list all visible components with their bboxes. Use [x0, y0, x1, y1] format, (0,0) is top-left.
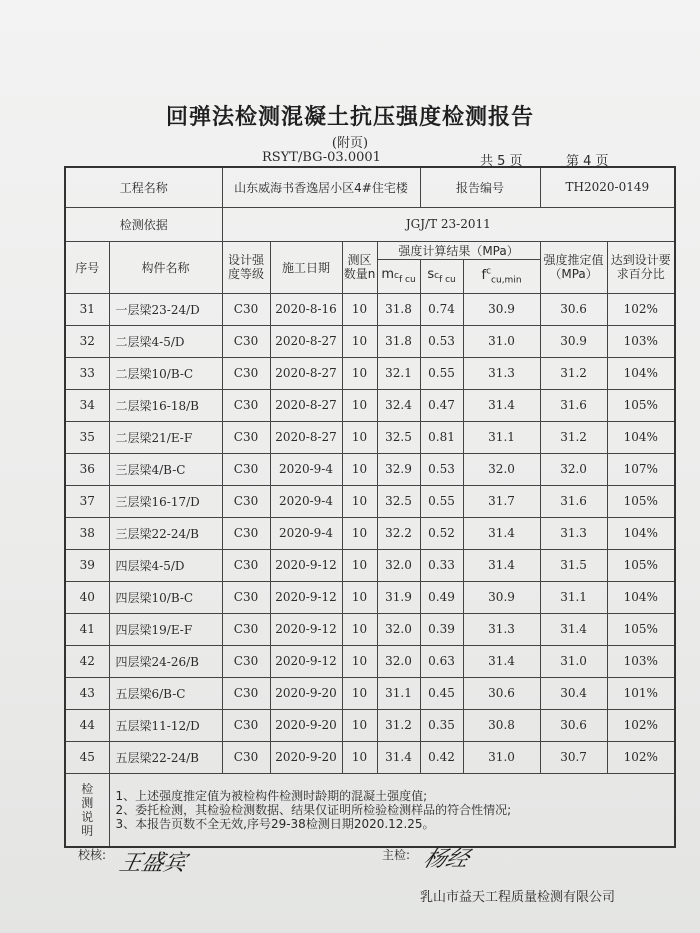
page-number: 第 4 页	[566, 154, 609, 169]
cell-name: 二层梁4-5/D	[109, 325, 222, 357]
cell-name: 二层梁21/E-F	[109, 421, 222, 453]
notes-label: 检测说明	[65, 773, 109, 847]
cell-date: 2020-9-20	[270, 709, 342, 741]
cell-percent: 105%	[607, 613, 675, 645]
cell-grade: C30	[222, 581, 270, 613]
cell-date: 2020-9-4	[270, 485, 342, 517]
col-date: 施工日期	[270, 241, 342, 293]
cell-date: 2020-9-4	[270, 453, 342, 485]
table-row	[65, 613, 675, 645]
basis-value: JGJ/T 23-2011	[222, 207, 675, 241]
cell-name: 二层梁16-18/B	[109, 389, 222, 421]
cell-zones: 10	[342, 741, 377, 773]
report-number-label: 报告编号	[420, 167, 540, 207]
col-mean: $m_{^cf cu}$	[377, 259, 420, 293]
basis-label: 检测依据	[65, 207, 222, 241]
cell-date: 2020-8-27	[270, 357, 342, 389]
cell-stddev: 0.53	[420, 325, 463, 357]
cell-stddev: 0.49	[420, 581, 463, 613]
cell-percent: 101%	[607, 677, 675, 709]
cell-min: 31.4	[463, 389, 540, 421]
cell-stddev: 0.74	[420, 293, 463, 325]
cell-zones: 10	[342, 613, 377, 645]
cell-seq: 37	[65, 485, 109, 517]
col-name: 构件名称	[109, 241, 222, 293]
cell-stddev: 0.53	[420, 453, 463, 485]
notes-content	[109, 773, 675, 847]
table-row	[65, 741, 675, 773]
cell-estimate: 31.6	[540, 485, 607, 517]
cell-estimate: 32.0	[540, 453, 607, 485]
cell-date: 2020-8-27	[270, 421, 342, 453]
cell-estimate: 31.5	[540, 549, 607, 581]
col-estimate: 强度推定值（MPa）	[540, 241, 607, 293]
cell-mean: 32.5	[377, 421, 420, 453]
cell-seq: 31	[65, 293, 109, 325]
cell-estimate: 30.6	[540, 293, 607, 325]
cell-zones: 10	[342, 453, 377, 485]
cell-zones: 10	[342, 581, 377, 613]
cell-percent: 107%	[607, 453, 675, 485]
cell-name: 四层梁10/B-C	[109, 581, 222, 613]
cell-estimate: 31.4	[540, 613, 607, 645]
cell-grade: C30	[222, 293, 270, 325]
cell-percent: 102%	[607, 741, 675, 773]
cell-percent: 105%	[607, 485, 675, 517]
cell-mean: 31.8	[377, 293, 420, 325]
cell-estimate: 30.9	[540, 325, 607, 357]
cell-zones: 10	[342, 485, 377, 517]
cell-seq: 33	[65, 357, 109, 389]
cell-zones: 10	[342, 421, 377, 453]
cell-grade: C30	[222, 677, 270, 709]
table-row	[65, 485, 675, 517]
cell-grade: C30	[222, 613, 270, 645]
cell-mean: 32.0	[377, 549, 420, 581]
cell-min: 31.1	[463, 421, 540, 453]
cell-seq: 45	[65, 741, 109, 773]
cell-name: 三层梁22-24/B	[109, 517, 222, 549]
cell-name: 二层梁10/B-C	[109, 357, 222, 389]
cell-name: 三层梁16-17/D	[109, 485, 222, 517]
table-row	[65, 581, 675, 613]
cell-estimate: 31.1	[540, 581, 607, 613]
report-subtitle: (附页)	[331, 136, 369, 151]
cell-min: 32.0	[463, 453, 540, 485]
cell-name: 三层梁4/B-C	[109, 453, 222, 485]
cell-mean: 32.0	[377, 645, 420, 677]
inspector-label: 主检:	[382, 848, 411, 862]
cell-min: 31.7	[463, 485, 540, 517]
inspector-signature: 杨经	[420, 847, 473, 872]
cell-grade: C30	[222, 453, 270, 485]
cell-min: 31.4	[463, 549, 540, 581]
cell-stddev: 0.33	[420, 549, 463, 581]
cell-zones: 10	[342, 389, 377, 421]
cell-percent: 104%	[607, 517, 675, 549]
cell-seq: 35	[65, 421, 109, 453]
cell-grade: C30	[222, 709, 270, 741]
cell-stddev: 0.55	[420, 357, 463, 389]
cell-grade: C30	[222, 389, 270, 421]
cell-mean: 31.8	[377, 325, 420, 357]
cell-name: 四层梁4-5/D	[109, 549, 222, 581]
table-row	[65, 549, 675, 581]
cell-min: 31.3	[463, 613, 540, 645]
checker-signature: 王盛宾	[116, 851, 189, 876]
cell-stddev: 0.42	[420, 741, 463, 773]
info-row-project	[65, 167, 675, 207]
cell-date: 2020-8-16	[270, 293, 342, 325]
cell-estimate: 30.7	[540, 741, 607, 773]
cell-seq: 44	[65, 709, 109, 741]
cell-grade: C30	[222, 549, 270, 581]
cell-min: 30.9	[463, 581, 540, 613]
cell-percent: 102%	[607, 709, 675, 741]
cell-stddev: 0.55	[420, 485, 463, 517]
cell-name: 一层梁23-24/D	[109, 293, 222, 325]
cell-date: 2020-9-12	[270, 549, 342, 581]
report-title: 回弹法检测混凝土抗压强度检测报告	[165, 105, 534, 130]
cell-name: 四层梁24-26/B	[109, 645, 222, 677]
cell-zones: 10	[342, 517, 377, 549]
cell-date: 2020-9-20	[270, 741, 342, 773]
cell-min: 31.0	[463, 741, 540, 773]
cell-percent: 103%	[607, 645, 675, 677]
cell-min: 30.9	[463, 293, 540, 325]
cell-percent: 105%	[607, 389, 675, 421]
cell-seq: 40	[65, 581, 109, 613]
cell-seq: 39	[65, 549, 109, 581]
table-row	[65, 709, 675, 741]
col-percent: 达到设计要求百分比	[607, 241, 675, 293]
cell-mean: 32.9	[377, 453, 420, 485]
cell-seq: 34	[65, 389, 109, 421]
document-code: RSYT/BG-03.0001	[262, 150, 381, 165]
report-number-value: TH2020-0149	[540, 167, 675, 207]
checker-label: 校核:	[78, 848, 107, 862]
cell-zones: 10	[342, 549, 377, 581]
cell-mean: 31.4	[377, 741, 420, 773]
cell-name: 四层梁19/E-F	[109, 613, 222, 645]
cell-mean: 32.1	[377, 357, 420, 389]
col-seq: 序号	[65, 241, 109, 293]
table-row	[65, 517, 675, 549]
note-line-2: 2、委托检测，其检验检测数据、结果仅证明所检验检测样品的符合性情况;	[115, 802, 512, 817]
cell-date: 2020-9-12	[270, 645, 342, 677]
cell-estimate: 30.6	[540, 709, 607, 741]
cell-mean: 32.2	[377, 517, 420, 549]
cell-percent: 105%	[607, 549, 675, 581]
note-line-3: 3、本报告页数不全无效,序号29-38检测日期2020.12.25。	[115, 816, 435, 831]
project-value: 山东威海书香逸居小区4#住宅楼	[222, 167, 420, 207]
cell-seq: 32	[65, 325, 109, 357]
table-row	[65, 645, 675, 677]
report-table	[64, 166, 676, 848]
cell-estimate: 31.6	[540, 389, 607, 421]
col-calc-group: 强度计算结果（MPa）	[377, 241, 540, 259]
cell-mean: 32.5	[377, 485, 420, 517]
col-grade: 设计强度等级	[222, 241, 270, 293]
cell-grade: C30	[222, 325, 270, 357]
table-row	[65, 421, 675, 453]
col-stddev: $s_{^cf cu}$	[420, 259, 463, 293]
cell-stddev: 0.47	[420, 389, 463, 421]
cell-zones: 10	[342, 325, 377, 357]
col-zones: 测区数量n	[342, 241, 377, 293]
table-row	[65, 677, 675, 709]
cell-mean: 31.1	[377, 677, 420, 709]
project-label: 工程名称	[65, 167, 222, 207]
note-line-1: 1、上述强度推定值为被检构件检测时龄期的混凝土强度值;	[115, 788, 428, 803]
total-pages: 共 5 页	[480, 154, 523, 169]
cell-percent: 104%	[607, 357, 675, 389]
cell-zones: 10	[342, 357, 377, 389]
cell-stddev: 0.35	[420, 709, 463, 741]
cell-mean: 31.9	[377, 581, 420, 613]
cell-seq: 38	[65, 517, 109, 549]
cell-grade: C30	[222, 517, 270, 549]
cell-min: 31.0	[463, 325, 540, 357]
table-row	[65, 293, 675, 325]
cell-zones: 10	[342, 677, 377, 709]
cell-percent: 104%	[607, 581, 675, 613]
cell-name: 五层梁6/B-C	[109, 677, 222, 709]
cell-date: 2020-8-27	[270, 389, 342, 421]
cell-seq: 42	[65, 645, 109, 677]
cell-stddev: 0.45	[420, 677, 463, 709]
cell-zones: 10	[342, 293, 377, 325]
cell-grade: C30	[222, 741, 270, 773]
cell-min: 30.8	[463, 709, 540, 741]
cell-mean: 32.4	[377, 389, 420, 421]
cell-percent: 102%	[607, 293, 675, 325]
cell-estimate: 31.0	[540, 645, 607, 677]
company-name: 乳山市益天工程质量检测有限公司	[420, 890, 616, 905]
table-row	[65, 325, 675, 357]
cell-min: 31.3	[463, 357, 540, 389]
cell-estimate: 30.4	[540, 677, 607, 709]
cell-seq: 41	[65, 613, 109, 645]
cell-stddev: 0.52	[420, 517, 463, 549]
cell-seq: 43	[65, 677, 109, 709]
cell-date: 2020-9-12	[270, 613, 342, 645]
cell-name: 五层梁11-12/D	[109, 709, 222, 741]
cell-grade: C30	[222, 645, 270, 677]
cell-estimate: 31.3	[540, 517, 607, 549]
table-row	[65, 357, 675, 389]
data-rows	[65, 293, 675, 773]
cell-date: 2020-8-27	[270, 325, 342, 357]
col-min: $f^c_{cu,min}$	[463, 259, 540, 293]
cell-grade: C30	[222, 421, 270, 453]
column-header-row	[65, 241, 675, 259]
cell-date: 2020-9-4	[270, 517, 342, 549]
cell-zones: 10	[342, 645, 377, 677]
cell-min: 31.4	[463, 645, 540, 677]
cell-mean: 31.2	[377, 709, 420, 741]
cell-estimate: 31.2	[540, 357, 607, 389]
cell-percent: 104%	[607, 421, 675, 453]
info-row-basis	[65, 207, 675, 241]
cell-grade: C30	[222, 357, 270, 389]
table-row	[65, 389, 675, 421]
cell-date: 2020-9-20	[270, 677, 342, 709]
cell-date: 2020-9-12	[270, 581, 342, 613]
cell-stddev: 0.81	[420, 421, 463, 453]
cell-percent: 103%	[607, 325, 675, 357]
cell-min: 31.4	[463, 517, 540, 549]
cell-grade: C30	[222, 485, 270, 517]
table-row	[65, 453, 675, 485]
cell-estimate: 31.2	[540, 421, 607, 453]
cell-mean: 32.0	[377, 613, 420, 645]
cell-stddev: 0.63	[420, 645, 463, 677]
cell-seq: 36	[65, 453, 109, 485]
cell-name: 五层梁22-24/B	[109, 741, 222, 773]
notes-row	[65, 773, 675, 847]
cell-zones: 10	[342, 709, 377, 741]
cell-stddev: 0.39	[420, 613, 463, 645]
cell-min: 30.6	[463, 677, 540, 709]
